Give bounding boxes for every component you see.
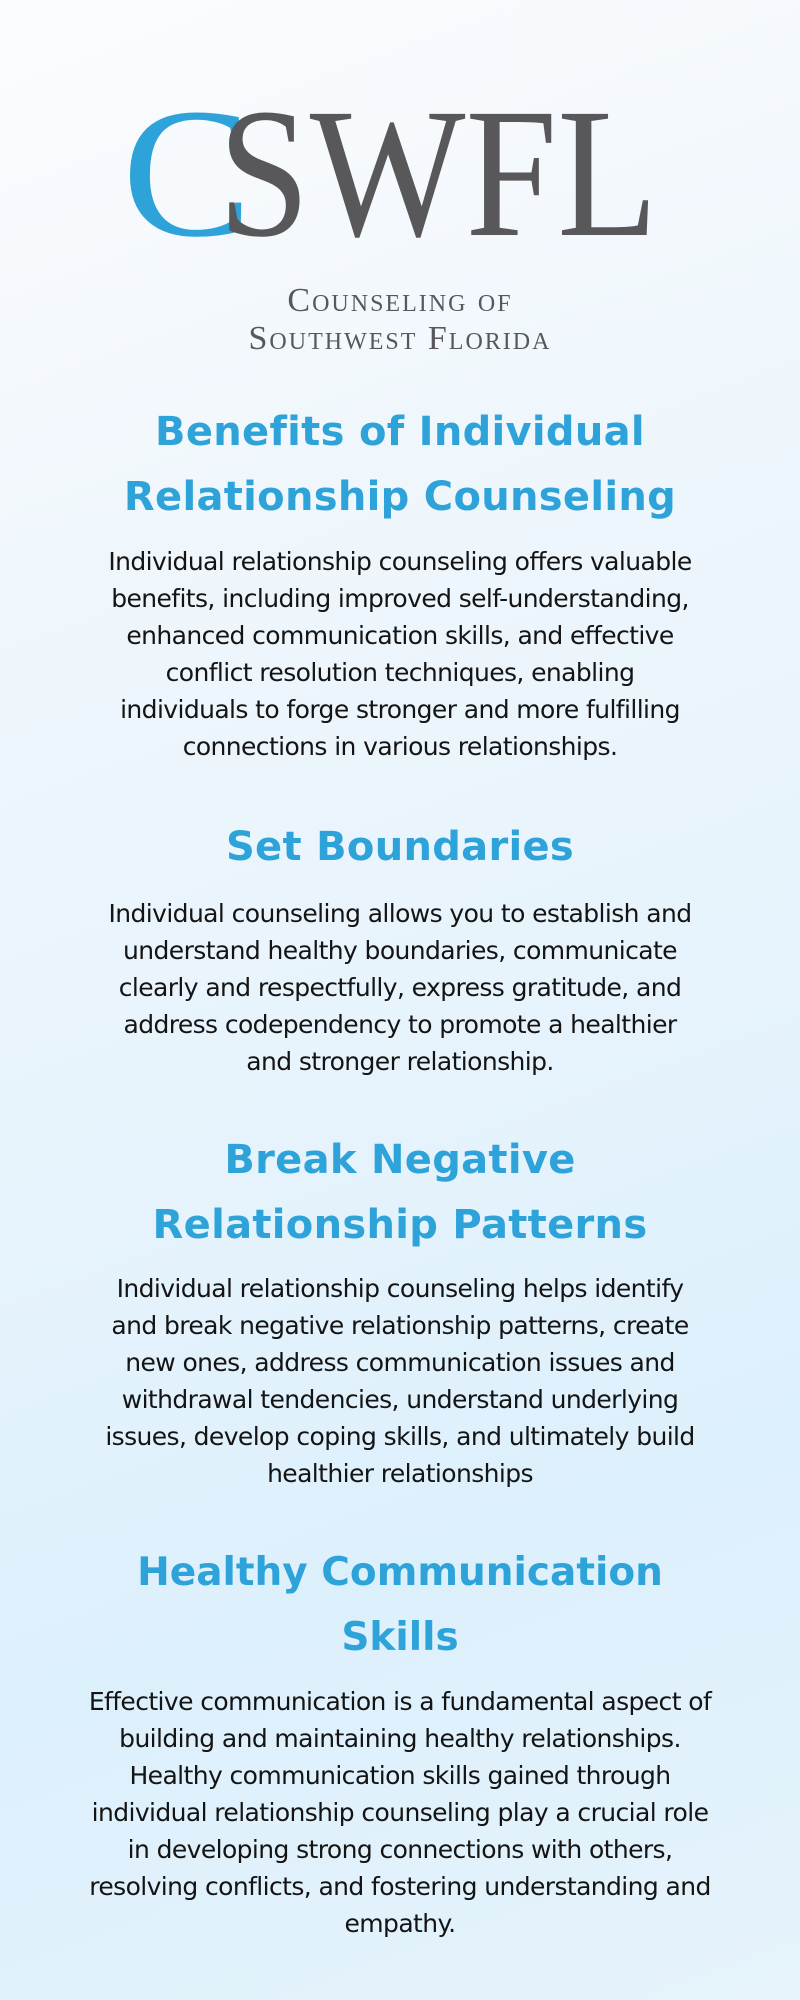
- section-body: Individual counseling allows you to establish and understand healthy boundaries, communicate clearly and respectfully, express gratitude, and address codependency to promote a healthier and stronger relationship.: [108, 899, 692, 1076]
- logo-letters-swfl: SWFL: [218, 95, 658, 276]
- heading-line: Healthy Communication Skills: [137, 1550, 663, 1660]
- cswfl-logo: [0, 95, 800, 355]
- section-break-negative-patterns: [100, 1128, 700, 1492]
- section-heading: [100, 1128, 700, 1258]
- logo-letter-c: C: [122, 95, 252, 276]
- section-heading: [120, 400, 680, 530]
- heading-line: Benefits of Individual: [155, 409, 645, 455]
- section-healthy-communication: [80, 1540, 720, 1942]
- section-set-boundaries: [100, 815, 700, 1080]
- heading-line: Break Negative: [224, 1137, 576, 1183]
- section-heading: [80, 1540, 720, 1670]
- logo-mark: [120, 95, 680, 355]
- section-body: Effective communication is a fundamental aspect of building and maintaining healthy relationships. Healthy communication skills gained through individual relationship counseling play a crucial role in developing strong connections with others, resolving conflicts, and fostering understanding and empathy.: [88, 1687, 712, 1938]
- section-benefits: [108, 400, 692, 765]
- heading-line: Relationship Patterns: [152, 1202, 648, 1248]
- heading-line: Set Boundaries: [225, 824, 575, 870]
- section-body: Individual relationship counseling offers valuable benefits, including improved self-understanding, enhanced communication skills, and effective conflict resolution techniques, enabling individuals to forge stronger and more fulfilling connections in various relationships.: [108, 547, 692, 761]
- heading-line: Relationship Counseling: [123, 474, 677, 520]
- section-body: Individual relationship counseling helps identify and break negative relationship patterns, create new ones, address communication issues and withdrawal tendencies, understand underlying issues, develop coping skills, and ultimately build healthier relationships: [105, 1274, 695, 1488]
- logo-name-line2: Southwest Florida: [248, 320, 552, 355]
- section-heading: [100, 815, 700, 880]
- logo-name-line1: Counseling of: [287, 282, 513, 319]
- main-content: [0, 400, 800, 1942]
